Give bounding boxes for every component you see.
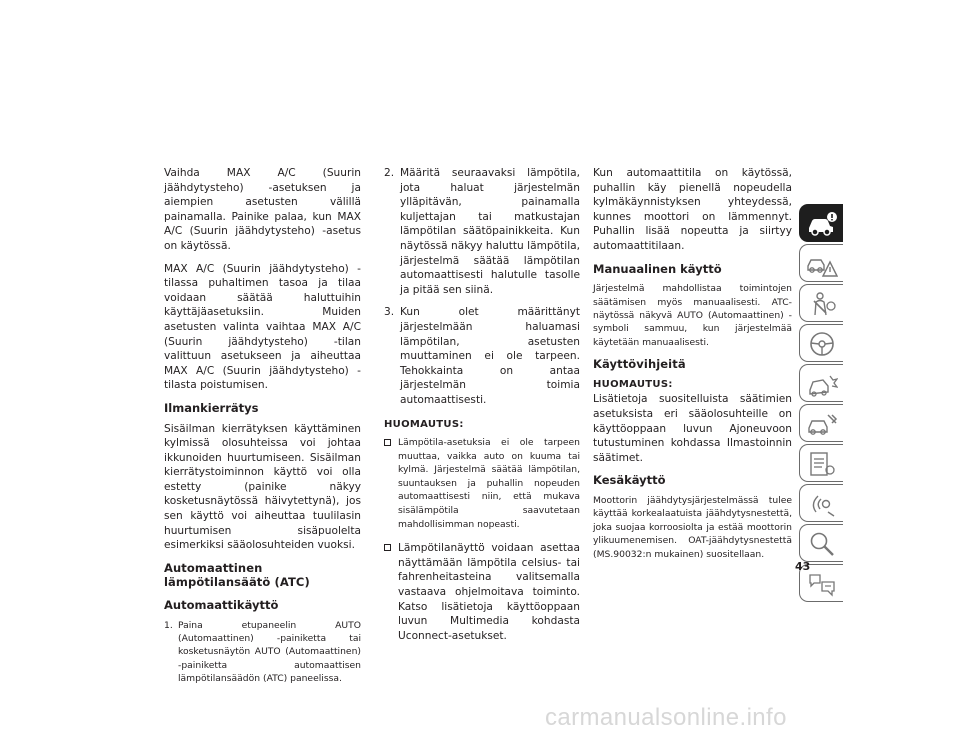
list-number: 3. — [384, 306, 395, 319]
tab-car-warning[interactable] — [799, 244, 843, 282]
heading-recirculation: Ilmankierrätys — [164, 400, 259, 415]
note-heading: HUOMAUTUS: — [384, 418, 464, 430]
list-item-step-3 — [384, 305, 580, 407]
tab-index[interactable] — [799, 524, 843, 562]
tab-emergency[interactable] — [799, 364, 843, 402]
list-text: Kun olet määrittänyt järjestelmään haluamasi lämpötilan, asetusten muuttaminen ei ole tarpeen. Tehokkainta on antaa järjestelmän toimia automaattisesti. — [400, 306, 580, 406]
column-middle — [384, 166, 580, 653]
note-item-2 — [384, 541, 580, 643]
heading-summer: Kesäkäyttö — [593, 473, 666, 488]
heading-atc: Automaattinen lämpötilansäätö (ATC) — [164, 560, 310, 590]
heading-tips: Käyttövihjeitä — [593, 357, 686, 372]
language-icon — [806, 570, 838, 598]
list-item-step-1 — [164, 619, 361, 686]
paragraph-summer: Moottorin jäähdytysjärjestelmässä tulee käyttää korkealaatuista jäähdytysnestettä, joka suojaa korroosiolta ja estää moottorin ylikuumenemisen. OAT-jäähdytysnestettä (MS.90032:n mukainen) suositellaan. — [593, 494, 792, 560]
maintenance-checklist-icon — [806, 450, 838, 478]
paragraph-recirculation: Sisäilman kierrätyksen käyttäminen kylmissä olosuhteissa voi johtaa ikkunoiden huurtumiseen. Sisäilman kierrätystoiminnon käyttö voi olla estetty (painike näkyy kosketusnäytössä häivytettynä), jos sen käyttö voi aiheuttaa tuulilasin huurtumisen sisäpuolelta esimerkiksi sääolosuhteiden vuoksi. — [164, 422, 361, 552]
seatbelt-safety-icon — [806, 290, 838, 318]
column-left — [164, 166, 361, 694]
tab-safety[interactable] — [799, 284, 843, 322]
list-item-step-2 — [384, 166, 580, 297]
heading-auto-mode: Automaattikäyttö — [164, 598, 279, 613]
paragraph-auto-fan: Kun automaattitila on käytössä, puhallin käy pienellä nopeudella kylmäkäynnistyksen yhteydessä, kunnes moottori on lämmennyt. Puhallin lisää nopeutta ja siirtyy automaattitilaan. — [593, 167, 792, 252]
car-info-icon — [806, 210, 838, 238]
multimedia-icon — [806, 490, 838, 518]
note-heading: HUOMAUTUS: — [593, 378, 673, 390]
car-service-icon — [806, 410, 838, 438]
column-right — [593, 166, 792, 569]
note-item-1 — [384, 436, 580, 531]
tab-driving[interactable] — [799, 324, 843, 362]
checkbox-bullet-icon — [384, 544, 391, 551]
paragraph-max-ac-toggle: Vaihda MAX A/C (Suurin jäähdytysteho) -asetuksen ja aiempien asetusten välillä painamalla. Painike palaa, kun MAX A/C (Suurin jäähdytysteho) -asetus on käytössä. — [164, 167, 361, 252]
page-number: 43 — [795, 560, 811, 573]
checkbox-bullet-icon — [384, 439, 391, 446]
tab-multimedia[interactable] — [799, 484, 843, 522]
search-index-icon — [806, 530, 838, 558]
heading-manual-mode: Manuaalinen käyttö — [593, 261, 722, 276]
car-warning-icon — [806, 250, 838, 278]
tab-maintenance[interactable] — [799, 444, 843, 482]
note-text: Lämpötilanäyttö voidaan asettaa näyttämään lämpötila celsius- tai fahrenheitasteina valitsemalla vastaava ohjelmoitava toiminto. Katso lisätietoja käyttöoppaan luvun Multimedia kohdasta Uconnect-asetukset. — [398, 542, 580, 642]
paragraph-max-ac-mode: MAX A/C (Suurin jäähdytysteho) -tilassa puhaltimen tasoa ja tilaa voidaan säätää haluttuihin käyttäjäasetuksiin. Muiden asetusten valinta vaihtaa MAX A/C (Suurin jäähdytysteho) -tilan valittuun asetukseen ja aiheuttaa MAX A/C (Suurin jäähdytysteho) -tilasta poistumisen. — [164, 262, 361, 392]
note-text: Lämpötila-asetuksia ei ole tarpeen muuttaa, vaikka auto on kuuma tai kylmä. Järjestelmä säätää lämpötilan, suuntauksen ja puhallin nopeuden automaattisesti niin, että mukava sisälämpötila saavutetaan mahdollisimman nopeasti. — [398, 437, 580, 530]
steering-wheel-icon — [806, 330, 838, 358]
paragraph-tips: Lisätietoja suositelluista säätimien asetuksista eri sääolosuhteille on käyttöoppaan luvun Ajoneuvoon tutustuminen kohdassa Ilmastoinnin säätimet. — [593, 393, 792, 464]
tab-car-info[interactable] — [799, 204, 843, 242]
list-number: 2. — [384, 167, 395, 179]
tab-service[interactable] — [799, 404, 843, 442]
list-number: 1. — [164, 619, 173, 631]
paragraph-manual-mode: Järjestelmä mahdollistaa toimintojen säätämisen myös manuaalisesti. ATC-näytössä näkyvä AUTO (Automaattinen) -symboli sammuu, kun järjestelmää käytetään manuaalisesti. — [593, 283, 792, 348]
car-crash-icon — [806, 370, 838, 398]
list-text: Paina etupaneelin AUTO (Automaattinen) -painiketta tai kosketusnäytön AUTO (Automaattinen) -painiketta automaattisen lämpötilansäädön (ATC) paneelissa. — [178, 619, 361, 685]
list-text: Määritä seuraavaksi lämpötila, jota haluat järjestelmän ylläpitävän, painamalla kuljettajan tai matkustajan lämpötilan säätöpainikkeita. Kun näytössä näkyy haluttu lämpötila, järjestelmä säätää lämpötilan automaattisesti halutulle tasolle ja pitää sen siinä. — [400, 167, 580, 296]
watermark: carmanualsonline.info — [545, 704, 787, 731]
